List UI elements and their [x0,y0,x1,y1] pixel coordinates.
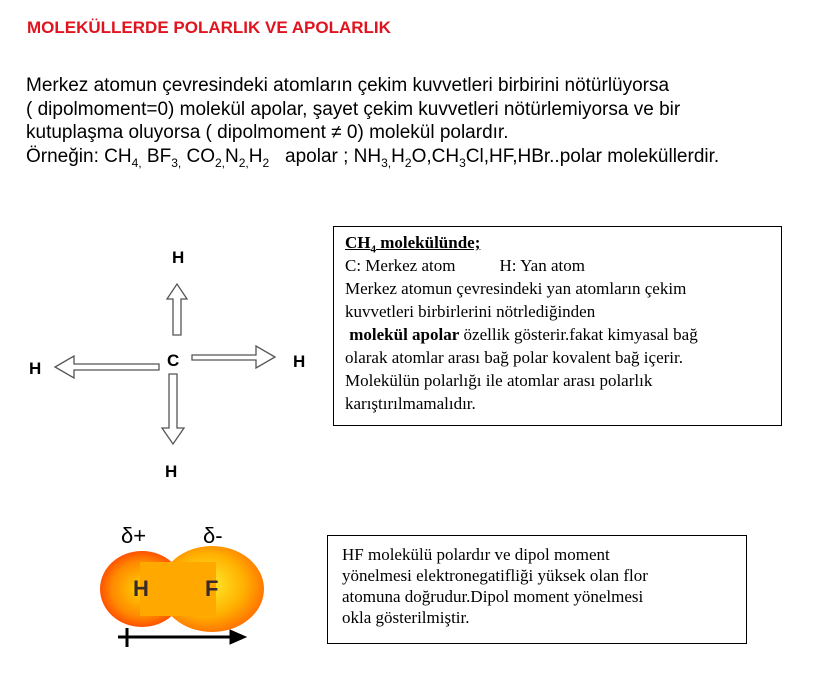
intro-line: ( dipolmoment=0) molekül apolar, şayet çekim kuvvetleri nötürlemiyorsa ve bir [26,98,681,120]
h-right-label: H [293,352,306,371]
h-top-label: H [172,248,185,267]
ch4-box-line: kuvvetleri birbirlerini nötrlediğinden [345,302,596,321]
delta-plus-label: δ+ [121,523,147,548]
arrow-right-icon [192,346,275,368]
f-atom-label: F [205,576,219,601]
apolar-label: apolar ; [285,145,354,167]
arrow-left-icon [55,356,159,378]
hf-box-line: atomuna doğrudur.Dipol moment yönelmesi [342,587,644,606]
apolar-bold-phrase: molekül apolar [349,325,460,344]
arrow-down-icon [162,374,184,444]
ch4-box-line: molekül apolar özellik gösterir.fakat kimyasal bağ [349,325,698,344]
ch4-info-box [333,226,782,426]
c-center-label: C [167,351,180,370]
ch4-box-atoms-line: C: Merkez atom H: Yan atom [345,256,585,275]
hf-box-line: HF molekülü polardır ve dipol moment [342,545,610,564]
h-bottom-label: H [165,462,178,481]
h-atom-label: H [133,576,149,601]
ch4-box-line: Molekülün polarlığı ile atomlar arası polarlık [345,371,653,390]
ch4-box-line: Merkez atomun çevresindeki yan atomların çekim [345,279,687,298]
hf-info-box [327,535,747,644]
ch4-box-line: olarak atomlar arası bağ polar kovalent bağ içerir. [345,348,683,367]
intro-line: Merkez atomun çevresindeki atomların çekim kuvvetleri birbirini nötürlüyorsa [26,75,670,96]
delta-minus-label: δ- [203,523,223,548]
hf-box-line: yönelmesi elektronegatifliği yüksek olan flor [342,566,648,585]
page-title: MOLEKÜLLERDE POLARLIK VE APOLARLIK [27,18,391,37]
arrow-up-icon [167,284,187,335]
intro-line: kutuplaşma oluyorsa ( dipolmoment ≠ 0) molekül polardır. [26,122,509,143]
ch4-box-line: karıştırılmamalıdır. [345,394,476,413]
example-line: Örneğin: $CH_{4,}$ $BF_{3,}$ $CO_{2,}N_{2,}H_2$ apolar ; $NH_{3,}H_2O,CH_3Cl,HF,HBr..polar$ moleküllerdir. [26,145,720,170]
example-suffix: ..polar moleküllerdir. [549,145,720,167]
ch4-box-heading: $CH_4$ molekülünde; [345,233,481,256]
hf-box-line: okla gösterilmiştir. [342,608,470,627]
example-prefix: Örneğin: [26,145,105,167]
dipole-arrow-head-icon [230,630,246,644]
h-left-label: H [29,359,42,378]
